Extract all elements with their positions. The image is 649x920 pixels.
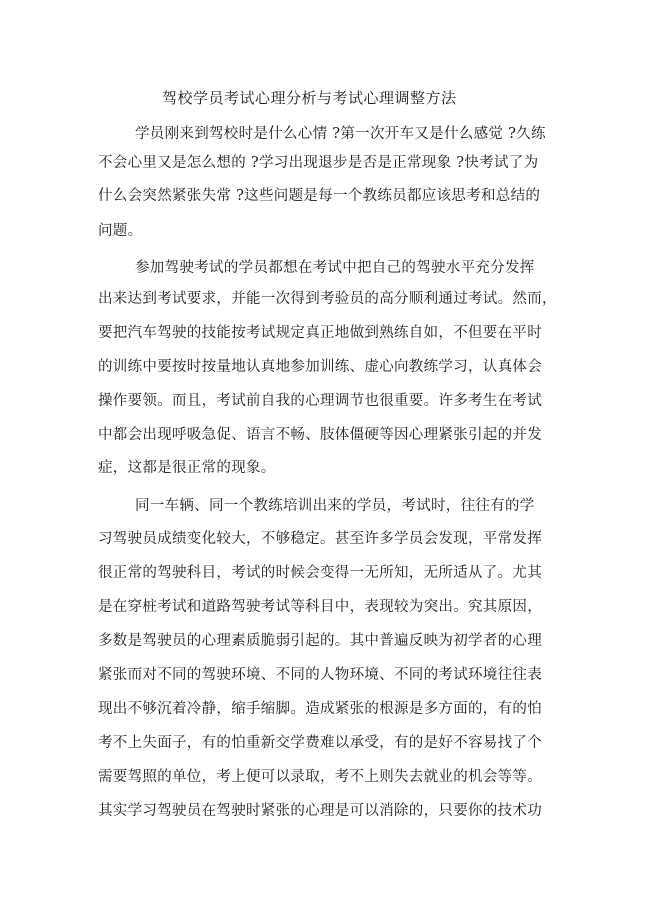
paragraph-3-line-9: 需要驾照的单位，考上便可以录取，考不上则失去就业的机会等等。: [98, 769, 542, 785]
paragraph-3-line-4: 是在穿桩考试和道路驾驶考试等科目中，表现较为突出。究其原因，: [98, 599, 542, 615]
paragraph-3-line-5: 多数是驾驶员的心理素质脆弱引起的。其中普遍反映为初学者的心理: [98, 633, 542, 649]
paragraph-1-line-2: 不会心里又是怎么想的 ?学习出现退步是否是正常现象 ?快考试了为: [98, 155, 539, 171]
paragraph-2-line-1: 参加驾驶考试的学员都想在考试中把自己的驾驶水平充分发挥: [135, 260, 535, 276]
paragraph-2-line-4: 的训练中要按时按量地认真地参加训练、虚心向教练学习，认真体会: [98, 359, 542, 375]
paragraph-1-line-1: 学员刚来到驾校时是什么心情 ?第一次开车又是什么感觉 ?久练: [135, 126, 546, 142]
paragraph-2-line-5: 操作要领。而且，考试前自我的心理调节也很重要。许多考生在考试: [98, 393, 542, 409]
document-title: 驾校学员考试心理分析与考试心理调整方法: [162, 89, 457, 107]
paragraph-3-line-3: 很正常的驾驶科目，考试的时候会变得一无所知，无所适从了。尤其: [98, 565, 542, 581]
paragraph-1-line-3: 什么会突然紧张失常 ?这些问题是每一个教练员都应该思考和总结的: [98, 188, 541, 204]
paragraph-2-line-3: 要把汽车驾驶的技能按考试规定真正地做到熟练自如，不但要在平时: [98, 325, 542, 341]
paragraph-2-line-6: 中都会出现呼吸急促、语言不畅、肢体僵硬等因心理紧张引起的并发: [98, 427, 542, 443]
paragraph-2-line-7: 症，这都是很正常的现象。: [98, 460, 276, 476]
paragraph-3-line-1: 同一车辆、同一个教练培训出来的学员，考试时，往往有的学: [135, 498, 535, 514]
paragraph-3-line-8: 考不上失面子，有的怕重新交学费难以承受，有的是好不容易找了个: [98, 735, 542, 751]
paragraph-3-line-10: 其实学习驾驶员在驾驶时紧张的心理是可以消除的，只要你的技术功: [98, 803, 542, 819]
paragraph-2-line-2: 出来达到考试要求，并能一次得到考验员的高分顺利通过考试。然而，: [98, 291, 557, 307]
paragraph-3-line-6: 紧张而对不同的驾驶环境、不同的人物环境、不同的考试环境往往表: [98, 667, 542, 683]
paragraph-1-line-4: 问题。: [98, 223, 143, 239]
paragraph-3-line-2: 习驾驶员成绩变化较大，不够稳定。甚至许多学员会发现，平常发挥: [98, 531, 542, 547]
paragraph-3-line-7: 现出不够沉着冷静，缩手缩脚。造成紧张的根源是多方面的，有的怕: [98, 701, 542, 717]
